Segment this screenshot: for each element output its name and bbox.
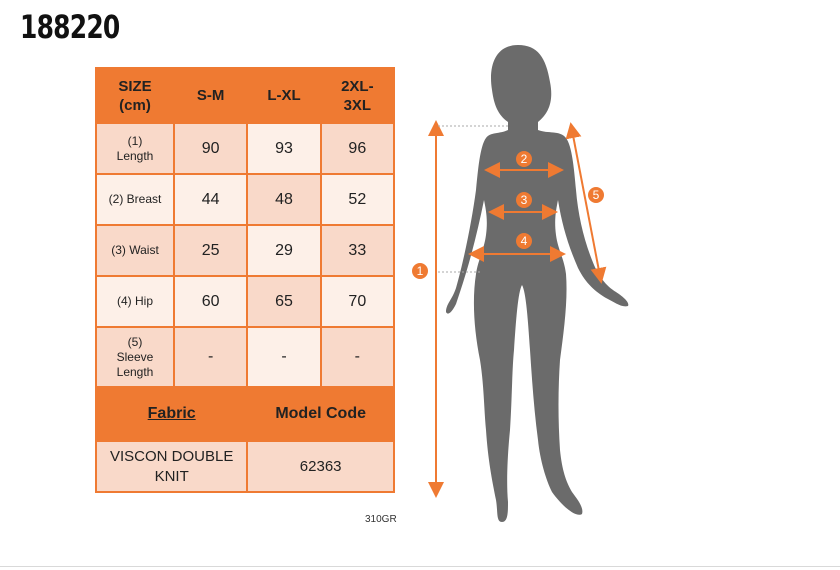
cell-value: 60 bbox=[174, 276, 247, 327]
marker-1 bbox=[412, 263, 428, 279]
cell-value: 70 bbox=[321, 276, 394, 327]
row-label: (3) Waist bbox=[96, 225, 174, 276]
row-label: (4) Hip bbox=[96, 276, 174, 327]
fabric-header-row bbox=[96, 387, 394, 441]
product-code: 188220 bbox=[20, 8, 120, 46]
woman-silhouette bbox=[446, 45, 628, 522]
table-header-row bbox=[96, 68, 394, 123]
fabric-header: Fabric bbox=[96, 387, 247, 441]
row-label: (1) Length bbox=[96, 123, 174, 174]
cell-value: 33 bbox=[321, 225, 394, 276]
table-row bbox=[96, 225, 394, 276]
bottom-divider bbox=[0, 566, 840, 567]
cell-value: 48 bbox=[247, 174, 320, 225]
cell-value: 52 bbox=[321, 174, 394, 225]
table-row bbox=[96, 123, 394, 174]
size-header: SIZE (cm) bbox=[96, 68, 174, 123]
marker-2 bbox=[516, 151, 532, 167]
table-row bbox=[96, 327, 394, 387]
marker-4-label: 4 bbox=[520, 234, 528, 248]
cell-value: - bbox=[247, 327, 320, 387]
marker-5 bbox=[588, 187, 604, 203]
image-code: 310GR bbox=[365, 514, 397, 525]
marker-4 bbox=[516, 233, 532, 249]
table-row bbox=[96, 276, 394, 327]
cell-value: - bbox=[321, 327, 394, 387]
table-row bbox=[96, 174, 394, 225]
marker-3-label: 3 bbox=[520, 193, 528, 207]
model-code-value: 62363 bbox=[247, 441, 394, 492]
row-label: (2) Breast bbox=[96, 174, 174, 225]
cell-value: - bbox=[174, 327, 247, 387]
size-chart-table bbox=[95, 67, 395, 493]
size-col-header: 2XL- 3XL bbox=[321, 68, 394, 123]
cell-value: 44 bbox=[174, 174, 247, 225]
cell-value: 90 bbox=[174, 123, 247, 174]
row-label: (5) Sleeve Length bbox=[96, 327, 174, 387]
marker-1-label: 1 bbox=[416, 264, 424, 278]
cell-value: 93 bbox=[247, 123, 320, 174]
body-measurement-figure bbox=[400, 30, 640, 540]
fabric-value: VISCON DOUBLE KNIT bbox=[96, 441, 247, 492]
size-col-header: L-XL bbox=[247, 68, 320, 123]
marker-3 bbox=[516, 192, 532, 208]
size-col-header: S-M bbox=[174, 68, 247, 123]
fabric-row bbox=[96, 441, 394, 492]
cell-value: 65 bbox=[247, 276, 320, 327]
marker-2-label: 2 bbox=[520, 152, 528, 166]
cell-value: 96 bbox=[321, 123, 394, 174]
model-code-header: Model Code bbox=[247, 387, 394, 441]
cell-value: 29 bbox=[247, 225, 320, 276]
marker-5-label: 5 bbox=[592, 188, 600, 202]
cell-value: 25 bbox=[174, 225, 247, 276]
